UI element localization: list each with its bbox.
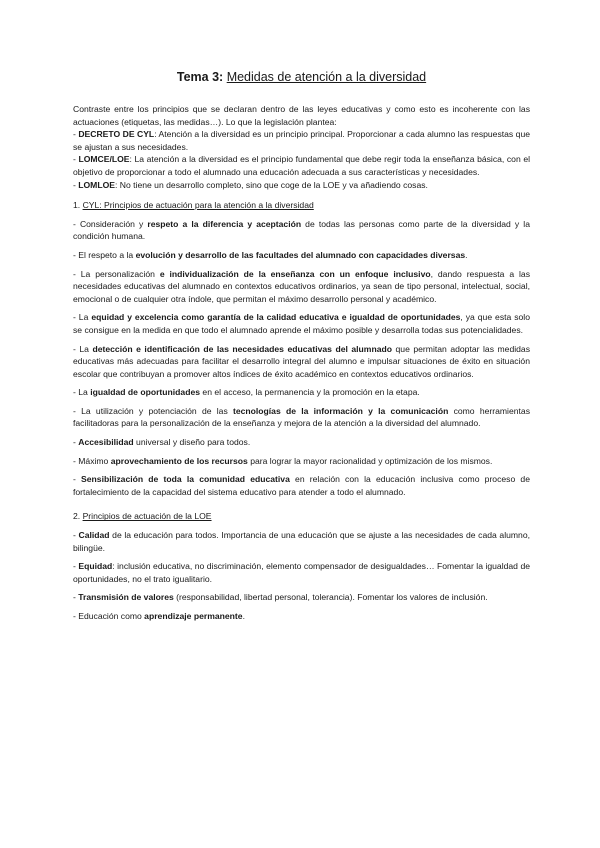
intro-lomce: - LOMCE/LOE: La atención a la diversidad es el principio fundamental que debe regir toda la enseñanza básica, con el objetivo de proporcionar a todo el alumnado una educación adecuada a sus características y necesidades. [73, 154, 531, 177]
section-2-list [73, 529, 530, 623]
intro-cyl: - DECRETO DE CYL: Atención a la diversidad es un principio principal. Proporcionar a cada alumno las respuestas que se ajustan a sus necesidades. [73, 129, 530, 152]
section-1-number: 1. [73, 200, 81, 211]
section-2-number: 2. [73, 511, 81, 522]
intro-lomloe-bold: LOMLOE [78, 179, 116, 190]
intro-paragraph: Contraste entre los principios que se declaran dentro de las leyes educativas y como esto es incoherente con las actuaciones (etiquetas, las medidas…). Lo que la legislación plantea: [73, 104, 530, 127]
intro-lomloe-text: : No tiene un desarrollo completo, sino que coge de la LOE y va añadiendo cosas. [115, 179, 428, 190]
intro-cyl-bold: DECRETO DE CYL [78, 129, 155, 140]
intro-block [73, 103, 530, 191]
list-item: - Equidad: inclusión educativa, no discriminación, elemento compensador de desigualdades… Fomentar la igualdad de oportunidades, no el trato igualitario. [73, 561, 530, 584]
list-item: - Consideración y respeto a la diferencia y aceptación de todas las personas como parte de la diversidad y la condición humana. [73, 218, 531, 242]
list-item: - La equidad y excelencia como garantía de la calidad educativa e igualdad de oportunidades, ya que esta solo se consigue en la medida en que todo el alumnado aprende el máximo posible y desarrolla todas sus potencialidades. [73, 312, 530, 335]
section-1-title: CYL: Principios de actuación para la atención a la diversidad [82, 200, 314, 211]
list-item: - Máximo aprovechamiento de los recursos para lograr la mayor racionalidad y optimización de los mismos. [73, 455, 493, 466]
title-label: Tema 3: [176, 70, 224, 84]
list-item: - La personalización e individualización de la enseñanza con un enfoque inclusivo, dando respuesta a las necesidades educativas del alumnado en contextos educativos ordinarios, ya sean de tipo personal, intelectual, social, emocional o de cualquier otra índole, que permitan el máximo desarrollo personal y académico. [73, 268, 530, 304]
page-title [73, 70, 530, 84]
list-item: - Educación como aprendizaje permanente. [73, 611, 245, 621]
list-item: - Calidad de la educación para todos. Importancia de una educación que se ajuste a las necesidades de cada alumno, bilingüe. [73, 530, 530, 553]
list-item: - Sensibilización de toda la comunidad educativa en relación con la educación inclusiva como proceso de fortalecimiento de la capacidad del sistema educativo para atender a todo el alumnado. [73, 474, 530, 497]
list-item: - La detección e identificación de las necesidades educativas del alumnado que permitan adoptar las medidas educativas más adecuadas para facilitar el desarrollo integral del alumno e impulsar situaciones de éxito en situación escolar que contribuyan a promover altos índices de éxito académico en contextos educativos ordinarios. [73, 343, 531, 379]
intro-cyl-text: : Atención a la diversidad es un principio principal. Proporcionar a cada alumno las respuestas que se ajustan a sus necesidades. [73, 129, 530, 152]
list-item: - La utilización y potenciación de las tecnologías de la información y la comunicación como herramientas facilitadoras para la personalización de la enseñanza y mejora de la atención a la diversidad del alumnado. [73, 405, 530, 429]
list-item: - Accesibilidad universal y diseño para todos. [73, 437, 251, 448]
section-2-heading [73, 510, 530, 523]
list-item: - El respeto a la evolución y desarrollo de las facultades del alumnado con capacidades diversas. [73, 249, 468, 260]
list-item: - Transmisión de valores (responsabilidad, libertad personal, tolerancia). Fomentar los valores de inclusión. [73, 592, 488, 603]
section-2-title: Principios de actuación de la LOE [82, 511, 212, 522]
section-1-heading [73, 199, 530, 212]
section-1-list [73, 218, 530, 499]
list-item: - La igualdad de oportunidades en el acceso, la permanencia y la promoción en la etapa. [73, 387, 420, 398]
intro-lomce-bold: LOMCE/LOE [78, 154, 130, 165]
intro-lomce-text: : La atención a la diversidad es el principio fundamental que debe regir toda la enseñanza básica, con el objetivo de proporcionar a todo el alumnado una educación adecuada a sus características y necesidades. [73, 154, 531, 177]
intro-lomloe: - LOMLOE: No tiene un desarrollo completo, sino que coge de la LOE y va añadiendo cosas. [73, 179, 428, 190]
title-text: Medidas de atención a la diversidad [226, 70, 427, 84]
